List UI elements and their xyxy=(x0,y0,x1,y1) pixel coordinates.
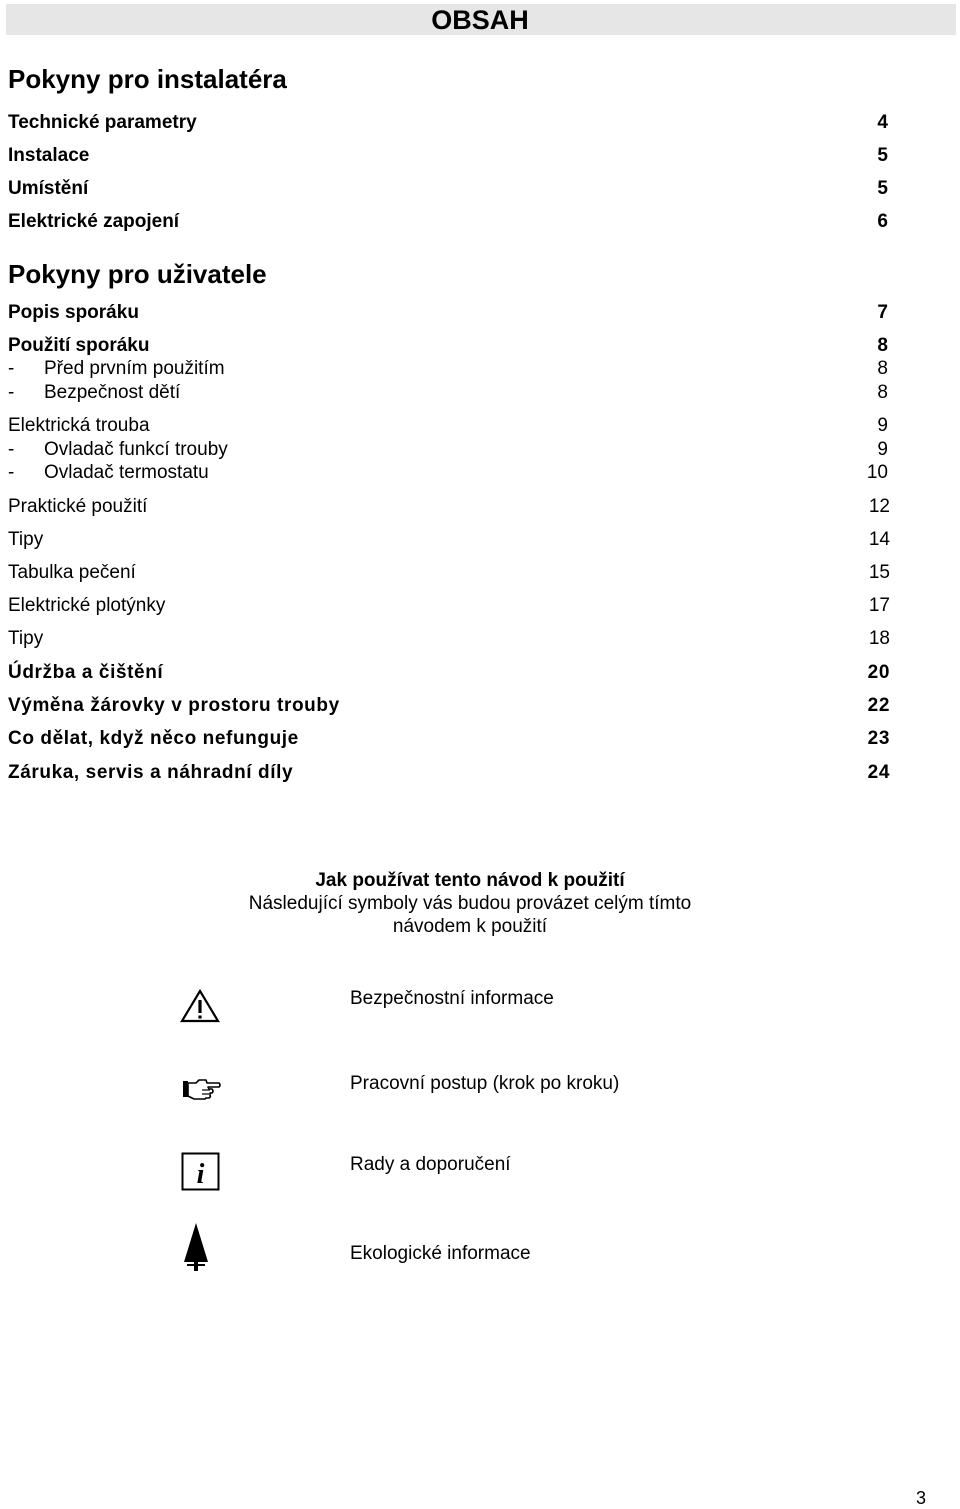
toc-item-label: Elektrické zapojení xyxy=(8,211,180,232)
howto-title: Jak používat tento návod k použití xyxy=(315,870,625,891)
toc-item[interactable] xyxy=(8,728,890,750)
page-number: 3 xyxy=(916,1488,927,1508)
toc-item[interactable] xyxy=(8,178,888,200)
toc-dash: - xyxy=(8,462,15,483)
toc-item[interactable] xyxy=(8,415,888,437)
toc-item[interactable] xyxy=(8,211,888,233)
toc-item[interactable] xyxy=(8,302,888,324)
toc-item-page: 14 xyxy=(868,529,890,550)
toc-item[interactable] xyxy=(8,628,890,650)
toc-item-page: 12 xyxy=(868,496,890,517)
toc-item[interactable] xyxy=(8,529,890,551)
toc-dash: - xyxy=(8,358,15,379)
toc-item[interactable] xyxy=(8,145,888,167)
installer-section-title: Pokyny pro instalatéra xyxy=(8,64,287,94)
toc-item-page: 10 xyxy=(866,462,888,483)
warning-triangle-icon xyxy=(180,988,220,1024)
toc-item[interactable] xyxy=(8,562,890,584)
symbol-label-tips: Rady a doporučení xyxy=(350,1154,511,1175)
toc-subitem-text: Bezpečnost dětí xyxy=(44,382,181,403)
toc-item-page: 23 xyxy=(867,728,890,749)
toc-item-label: Popis sporáku xyxy=(8,302,139,323)
toc-item[interactable] xyxy=(8,335,888,357)
toc-item-page: 9 xyxy=(877,439,888,460)
toc-item-page: 6 xyxy=(877,211,888,232)
page-title: OBSAH xyxy=(431,5,529,35)
toc-item-label: Výměna žárovky v prostoru trouby xyxy=(8,695,340,716)
toc-item-page: 18 xyxy=(868,628,890,649)
howto-line-1: Následující symboly vás budou provázet celým tímto xyxy=(248,893,692,914)
toc-item-label: Použití sporáku xyxy=(8,335,150,356)
toc-item-page: 17 xyxy=(868,595,890,616)
toc-item-page: 8 xyxy=(877,335,888,356)
toc-item-label: Tabulka pečení xyxy=(8,562,136,583)
symbol-label-safety: Bezpečnostní informace xyxy=(350,988,554,1009)
tree-icon xyxy=(183,1222,209,1272)
toc-subitem[interactable] xyxy=(8,439,888,461)
toc-item-page: 15 xyxy=(868,562,890,583)
toc-dash: - xyxy=(8,382,15,403)
toc-subitem-label xyxy=(8,439,228,461)
toc-subitem-label xyxy=(8,382,180,404)
toc-item[interactable] xyxy=(8,496,890,518)
toc-item-page: 7 xyxy=(877,302,888,323)
toc-item[interactable] xyxy=(8,695,890,717)
toc-subitem-label xyxy=(8,358,225,380)
toc-item[interactable] xyxy=(8,762,890,784)
toc-item-label: Záruka, servis a náhradní díly xyxy=(8,762,294,783)
toc-item-label: Tipy xyxy=(8,529,44,550)
toc-item-page: 20 xyxy=(867,662,890,683)
toc-subitem-text: Ovladač funkcí trouby xyxy=(44,439,228,460)
toc-subitem-text: Před prvním použitím xyxy=(44,358,225,379)
toc-subitem[interactable] xyxy=(8,462,888,484)
toc-item-page: 4 xyxy=(877,112,888,133)
toc-item[interactable] xyxy=(8,112,888,134)
toc-item-page: 8 xyxy=(877,382,888,403)
toc-subitem[interactable] xyxy=(8,358,888,380)
toc-subitem-text: Ovladač termostatu xyxy=(44,462,209,483)
toc-item-label: Praktické použití xyxy=(8,496,148,517)
svg-text:i: i xyxy=(196,1159,205,1190)
toc-subitem-label xyxy=(8,462,209,484)
toc-item-label: Tipy xyxy=(8,628,44,649)
toc-item-label: Instalace xyxy=(8,145,90,166)
toc-item-label: Elektrická trouba xyxy=(8,415,150,436)
symbol-label-ecology: Ekologické informace xyxy=(350,1243,531,1264)
toc-item-page: 5 xyxy=(877,178,888,199)
toc-item-page: 9 xyxy=(877,415,888,436)
toc-item-label: Elektrické plotýnky xyxy=(8,595,166,616)
toc-subitem[interactable] xyxy=(8,382,888,404)
howto-line-2: návodem k použití xyxy=(392,916,548,937)
toc-item-page: 5 xyxy=(877,145,888,166)
info-icon xyxy=(181,1152,221,1192)
symbol-label-procedure: Pracovní postup (krok po kroku) xyxy=(350,1073,620,1094)
toc-item-label: Co dělat, když něco nefunguje xyxy=(8,728,299,749)
toc-item[interactable] xyxy=(8,662,890,684)
toc-item-label: Údržba a čištění xyxy=(8,662,164,683)
toc-item-label: Umístění xyxy=(8,178,89,199)
user-section-title: Pokyny pro uživatele xyxy=(8,259,267,289)
toc-item[interactable] xyxy=(8,595,890,617)
toc-item-page: 8 xyxy=(877,358,888,379)
toc-item-page: 24 xyxy=(867,762,890,783)
pointing-hand-icon xyxy=(182,1077,222,1101)
toc-dash: - xyxy=(8,439,15,460)
toc-item-label: Technické parametry xyxy=(8,112,197,133)
toc-item-page: 22 xyxy=(867,695,890,716)
